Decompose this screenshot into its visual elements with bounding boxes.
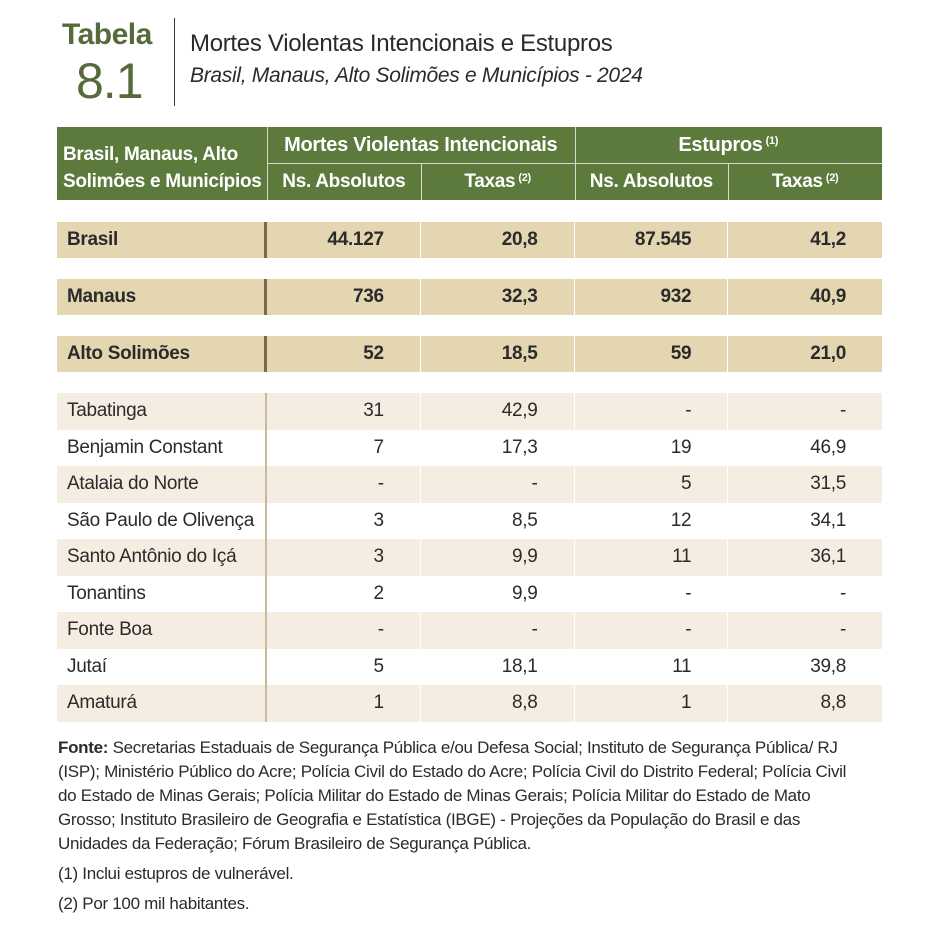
cell-est-abs: 11 [575, 649, 729, 686]
cell-est-abs: - [575, 576, 729, 613]
cell-est-abs: 932 [575, 279, 729, 315]
table-row [57, 576, 882, 613]
cell-mvi-taxa: 9,9 [421, 576, 575, 613]
cell-mvi-taxa: 8,8 [421, 685, 575, 722]
row-name: Benjamin Constant [57, 430, 267, 467]
cell-mvi-taxa: 20,8 [421, 222, 575, 258]
subheader-est-abs [575, 163, 729, 200]
fonte-paragraph [58, 736, 868, 856]
cell-mvi-abs: 5 [267, 649, 421, 686]
head-divider [728, 163, 729, 200]
row-name: Atalaia do Norte [57, 466, 267, 503]
cell-mvi-abs: 1 [267, 685, 421, 722]
cell-est-abs: 12 [575, 503, 729, 540]
cell-mvi-abs: 7 [267, 430, 421, 467]
table-row [57, 466, 882, 503]
estupros-footnote-ref: (1) [765, 135, 779, 147]
cell-est-taxa: 39,8 [810, 655, 846, 677]
cell-mvi-abs: - [267, 466, 421, 503]
cell-mvi-taxa: 42,9 [421, 393, 575, 430]
group-mvi-label: Mortes Violentas Intencionais [284, 133, 558, 156]
subheader-est-taxas [728, 163, 882, 200]
group-estupros-label: Estupros [678, 133, 763, 156]
cell-mvi-taxa: 9,9 [421, 539, 575, 576]
cell-mvi-taxa: - [421, 466, 575, 503]
cell-est-taxa: 36,1 [810, 546, 846, 568]
cell-mvi-abs: 3 [267, 503, 421, 540]
cell-est-taxa: 31,5 [810, 473, 846, 495]
cell-est-abs: 59 [575, 336, 729, 372]
row-name: Manaus [57, 279, 267, 315]
cell-est-taxa: 21,0 [810, 343, 846, 364]
region-column-header: Brasil, Manaus, Alto Solimões e Municípios [63, 144, 262, 192]
cell-mvi-abs: 2 [267, 576, 421, 613]
row-name: Amaturá [57, 685, 267, 722]
group-header-mvi [267, 127, 575, 163]
summary-row [57, 222, 882, 258]
sub-abs-label: Ns. Absolutos [282, 170, 406, 192]
cell-mvi-taxa: - [421, 612, 575, 649]
page-title: Mortes Violentas Intencionais e Estupros [190, 30, 613, 57]
cell-est-abs: 19 [575, 430, 729, 467]
group-header-estupros [575, 127, 883, 163]
table-header-block [62, 18, 892, 110]
cell-est-taxa: 41,2 [810, 229, 846, 250]
row-name: Tabatinga [57, 393, 267, 430]
cell-mvi-taxa: 17,3 [421, 430, 575, 467]
head-divider [267, 163, 882, 164]
cell-est-taxa: 46,9 [810, 436, 846, 458]
cell-est-taxa: 40,9 [810, 286, 846, 307]
data-table [57, 127, 882, 714]
cell-mvi-abs: 3 [267, 539, 421, 576]
row-name: Brasil [57, 222, 267, 258]
cell-est-abs: 87.545 [575, 222, 729, 258]
table-row [57, 393, 882, 430]
subheader-mvi-taxas [421, 163, 575, 200]
cell-est-abs: 5 [575, 466, 729, 503]
cell-mvi-taxa: 32,3 [421, 279, 575, 315]
cell-est-taxa: 34,1 [810, 509, 846, 531]
tabela-number: 8.1 [76, 53, 143, 109]
fonte-label: Fonte: [58, 738, 109, 757]
cell-mvi-abs: 44.127 [267, 222, 421, 258]
cell-mvi-abs: 736 [267, 279, 421, 315]
tabela-label: Tabela [62, 18, 152, 51]
sub-taxas-label: Taxas [464, 170, 516, 192]
row-name: Tonantins [57, 576, 267, 613]
summary-row [57, 336, 882, 372]
taxas-footnote-ref: (2) [825, 171, 839, 184]
table-head [57, 127, 882, 200]
taxas-footnote-ref: (2) [518, 171, 531, 184]
table-row [57, 685, 882, 722]
cell-mvi-taxa: 8,5 [421, 503, 575, 540]
table-row [57, 539, 882, 576]
cell-est-taxa: - [839, 400, 846, 422]
cell-est-taxa: - [839, 619, 846, 641]
row-name: Fonte Boa [57, 612, 267, 649]
row-name: São Paulo de Olivença [57, 503, 267, 540]
summary-row [57, 279, 882, 315]
cell-est-abs: 1 [575, 685, 729, 722]
row-name: Jutaí [57, 649, 267, 686]
footnotes [58, 736, 868, 916]
cell-mvi-abs: 31 [267, 393, 421, 430]
footnote-2: (2) Por 100 mil habitantes. [58, 894, 250, 913]
cell-est-abs: - [575, 612, 729, 649]
table-row [57, 612, 882, 649]
sub-abs-label: Ns. Absolutos [589, 170, 713, 192]
table-row [57, 649, 882, 686]
cell-est-abs: 11 [575, 539, 729, 576]
cell-mvi-taxa: 18,5 [421, 336, 575, 372]
cell-est-taxa: - [839, 582, 846, 604]
cell-mvi-abs: - [267, 612, 421, 649]
table-row [57, 430, 882, 467]
header-divider [174, 18, 175, 106]
page-subtitle: Brasil, Manaus, Alto Solimões e Municípios - 2024 [190, 64, 643, 87]
cell-est-taxa: 8,8 [820, 692, 846, 714]
cell-est-abs: - [575, 393, 729, 430]
cell-mvi-taxa: 18,1 [421, 649, 575, 686]
fonte-text: Secretarias Estaduais de Segurança Pública e/ou Defesa Social; Instituto de Segurança Pública/ RJ (ISP); Ministério Público do Acre; Polícia Civil do Estado do Acre; Polícia Civil do Distrito Federal; Polícia Civil do Estado de Minas Gerais; Polícia Militar do Estado de Minas Gerais; Polícia Militar do Estado de Mato Grosso; Instituto Brasileiro de Geografia e Estatística (IBGE) - Projeções da População do Brasil e das Unidades da Federação; Fórum Brasileiro de Segurança Pública. [58, 738, 847, 853]
head-divider [421, 163, 422, 200]
subheader-mvi-abs [267, 163, 421, 200]
row-name: Santo Antônio do Içá [57, 539, 267, 576]
sub-taxas-label: Taxas [771, 170, 823, 192]
footnote-1: (1) Inclui estupros de vulnerável. [58, 864, 294, 883]
row-name: Alto Solimões [57, 336, 267, 372]
cell-mvi-abs: 52 [267, 336, 421, 372]
table-row [57, 503, 882, 540]
